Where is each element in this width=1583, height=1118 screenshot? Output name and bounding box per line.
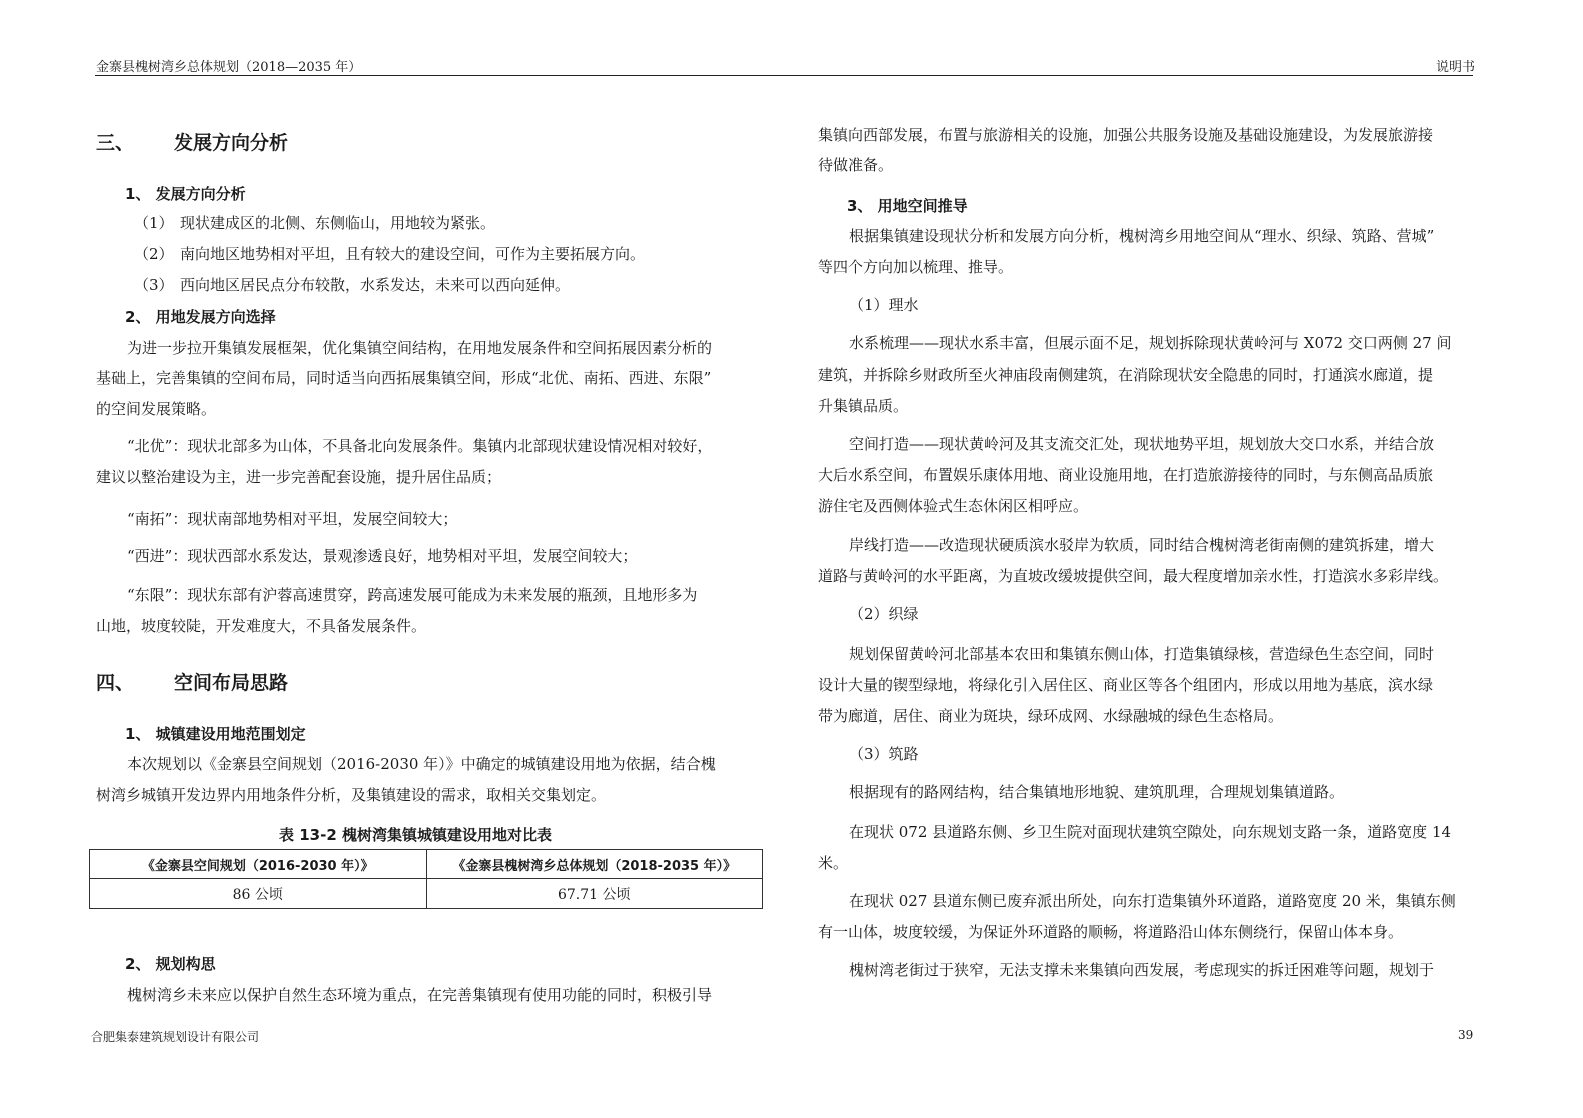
footer-company: 合肥集泰建筑规划设计有限公司 — [91, 1030, 260, 1044]
table-caption: 表 13-2 槐树湾集镇城镇建设用地对比表 — [279, 826, 552, 844]
paragraph-line: 的空间发展策略。 — [96, 400, 217, 418]
header-title: 金寨县槐树湾乡总体规划（2018—2035 年） — [96, 60, 362, 75]
table-header-cell: 《金寨县槐树湾乡总体规划（2018-2035 年）》 — [426, 850, 763, 879]
paragraph-line: 在现状 027 县道东侧已废弃派出所处，向东打造集镇外环道路，道路宽度 20 米，集镇东侧 — [849, 892, 1456, 910]
comparison-table — [89, 849, 763, 909]
paragraph-line: 山地，坡度较陡，开发难度大，不具备发展条件。 — [96, 617, 427, 635]
paragraph-line: 基础上，完善集镇的空间布局，同时适当向西拓展集镇空间，形成“北优、南拓、西进、东限” — [96, 369, 712, 387]
paragraph-line: 槐树湾乡未来应以保护自然生态环境为重点，在完善集镇现有使用功能的同时，积极引导 — [127, 986, 713, 1004]
paragraph-line: 水系梳理——现状水系丰富，但展示面不足，规划拆除现状黄岭河与 X072 交口两侧 27 间 — [849, 334, 1452, 352]
subheading-water: （1）理水 — [849, 296, 919, 314]
paragraph-line: 升集镇品质。 — [818, 397, 909, 415]
paragraph-line: 待做准备。 — [818, 156, 894, 174]
paragraph-line: 规划保留黄岭河北部基本农田和集镇东侧山体，打造集镇绿核，营造绿色生态空间，同时 — [849, 645, 1435, 663]
paragraph-line: “西进”：现状西部水系发达，景观渗透良好，地势相对平坦，发展空间较大； — [127, 547, 638, 565]
paragraph-line: 空间打造——现状黄岭河及其支流交汇处，现状地势平坦，规划放大交口水系，并结合放 — [849, 435, 1435, 453]
paragraph-line: 根据集镇建设现状分析和发展方向分析，槐树湾乡用地空间从“理水、织绿、筑路、营城” — [849, 227, 1435, 245]
subsection-4-2-heading: 2、 规划构思 — [125, 955, 216, 973]
list-item-text: 现状建成区的北侧、东侧临山，用地较为紧张。 — [180, 214, 496, 232]
section-4-text: 空间布局思路 — [174, 672, 289, 694]
table-cell: 67.71 公顷 — [426, 879, 763, 909]
paragraph-line: 等四个方向加以梳理、推导。 — [818, 258, 1014, 276]
paragraph-line: “北优”：现状北部多为山体，不具备北向发展条件。集镇内北部现状建设情况相对较好， — [127, 437, 713, 455]
section-4-number: 四、 — [96, 672, 135, 694]
section-3-text: 发展方向分析 — [174, 132, 289, 154]
section-3-title — [96, 128, 288, 155]
paragraph-line: 米。 — [818, 854, 849, 872]
paragraph-line: 在现状 072 县道路东侧、乡卫生院对面现状建筑空隙处，向东规划支路一条，道路宽度 14 — [849, 823, 1452, 841]
subheading-green: （2）织绿 — [849, 605, 919, 623]
subheading-road: （3）筑路 — [849, 745, 919, 763]
table-row — [90, 879, 763, 909]
paragraph-line: 根据现有的路网结构，结合集镇地形地貌、建筑肌理，合理规划集镇道路。 — [849, 783, 1345, 801]
paragraph-line: 本次规划以《金寨县空间规划（2016-2030 年）》中确定的城镇建设用地为依据，结合槐 — [127, 755, 716, 773]
section-4-title — [96, 668, 288, 695]
paragraph-line: 树湾乡城镇开发边界内用地条件分析，及集镇建设的需求，取相关交集划定。 — [96, 786, 607, 804]
paragraph-line: 槐树湾老街过于狭窄，无法支撑未来集镇向西发展，考虑现实的拆迁困难等问题，规划于 — [849, 961, 1435, 979]
list-item — [134, 213, 495, 233]
paragraph-line: 集镇向西部发展，布置与旅游相关的设施，加强公共服务设施及基础设施建设，为发展旅游接 — [818, 126, 1434, 144]
paragraph-line: 设计大量的锲型绿地，将绿化引入居住区、商业区等各个组团内，形成以用地为基底，滨水绿 — [818, 676, 1434, 694]
section-3-number: 三、 — [96, 132, 135, 154]
subsection-3-2-heading: 2、 用地发展方向选择 — [125, 308, 276, 326]
list-item-number: （2） — [134, 245, 174, 263]
page-number: 39 — [1458, 1028, 1474, 1042]
list-item — [134, 244, 645, 264]
paragraph-line: 有一山体，坡度较缓，为保证外环道路的顺畅，将道路沿山体东侧绕行，保留山体本身。 — [818, 923, 1404, 941]
list-item-number: （1） — [134, 214, 174, 232]
paragraph-line: 为进一步拉开集镇发展框架，优化集镇空间结构，在用地发展条件和空间拓展因素分析的 — [127, 339, 713, 357]
table-header-row — [90, 850, 763, 879]
paragraph-line: 游住宅及西侧体验式生态休闲区相呼应。 — [818, 497, 1089, 515]
table-header-cell: 《金寨县空间规划（2016-2030 年）》 — [90, 850, 427, 879]
paragraph-line: 岸线打造——改造现状硬质滨水驳岸为软质，同时结合槐树湾老街南侧的建筑拆建，增大 — [849, 536, 1435, 554]
paragraph-line: 建议以整治建设为主，进一步完善配套设施，提升居住品质； — [96, 468, 502, 486]
header-doc-type: 说明书 — [1436, 60, 1476, 75]
paragraph-line: “南拓”：现状南部地势相对平坦，发展空间较大； — [127, 510, 458, 528]
table-cell: 86 公顷 — [90, 879, 427, 909]
paragraph-line: 道路与黄岭河的水平距离，为直坡改缓坡提供空间，最大程度增加亲水性，打造滨水多彩岸线。 — [818, 567, 1449, 585]
paragraph-line: “东限”：现状东部有沪蓉高速贯穿，跨高速发展可能成为未来发展的瓶颈，且地形多为 — [127, 586, 698, 604]
paragraph-line: 建筑，并拆除乡财政所至火神庙段南侧建筑，在消除现状安全隐患的同时，打通滨水廊道，提 — [818, 366, 1434, 384]
list-item-text: 南向地区地势相对平坦，且有较大的建设空间，可作为主要拓展方向。 — [180, 245, 646, 263]
header-divider — [95, 75, 1473, 76]
paragraph-line: 大后水系空间，布置娱乐康体用地、商业设施用地，在打造旅游接待的同时，与东侧高品质旅 — [818, 466, 1434, 484]
list-item — [134, 275, 570, 295]
subsection-3-1-heading: 1、 发展方向分析 — [125, 185, 246, 203]
list-item-number: （3） — [134, 276, 174, 294]
list-item-text: 西向地区居民点分布较散，水系发达，未来可以西向延伸。 — [180, 276, 571, 294]
subsection-4-1-heading: 1、 城镇建设用地范围划定 — [125, 725, 306, 743]
paragraph-line: 带为廊道，居住、商业为斑块，绿环成网、水绿融城的绿色生态格局。 — [818, 707, 1284, 725]
subsection-3-heading: 3、 用地空间推导 — [847, 197, 968, 215]
